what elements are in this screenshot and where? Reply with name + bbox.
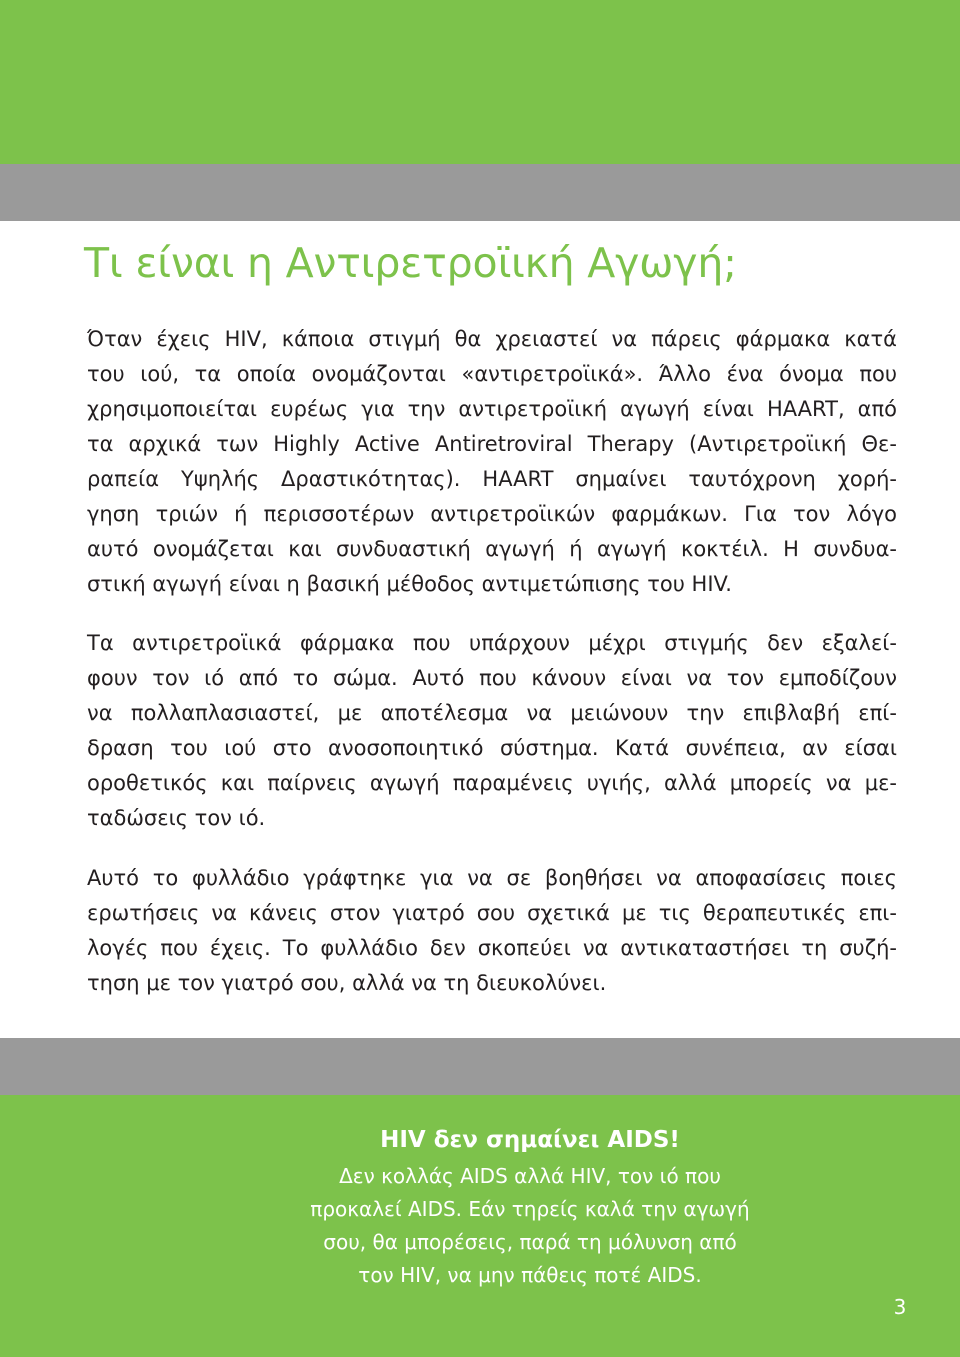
text-line: ραπεία Υψηλής Δραστικότητας). HAART σημαίνει ταυτόχρονη χορή- [87,467,897,491]
text-line: του ιού, τα οποία ονομάζονται «αντιρετροϊικά». Άλλο ένα όνομα που [87,362,897,386]
text-line: τηση με τον γιατρό σου, αλλά να τη διευκολύνει. [87,971,607,995]
paragraph-intro [87,322,897,602]
text-line: λογές που έχεις. Το φυλλάδιο δεν σκοπεύει να αντικαταστήσει τη συζή- [87,936,897,960]
page-number: 3 [893,1295,907,1319]
middle-gray-band [0,1038,960,1095]
text-line: να πολλαπλασιαστεί, με αποτέλεσμα να μειώνουν την επιβλαβή επί- [87,701,897,725]
callout-line: σου, θα μπορέσεις, παρά τη μόλυνση από [323,1230,737,1254]
text-line: Τα αντιρετροϊικά φάρμακα που υπάρχουν μέχρι στιγμής δεν εξαλεί- [87,631,897,655]
text-line: Αυτό το φυλλάδιο γράφτηκε για να σε βοηθήσει να αποφασίσεις ποιες [87,866,897,890]
text-line: Όταν έχεις HIV, κάποια στιγμή θα χρειαστεί να πάρεις φάρμακα κατά [87,327,897,351]
paragraph-effects [87,626,897,836]
top-gray-band [0,164,960,221]
callout-line: τον HIV, να μην πάθεις ποτέ AIDS. [358,1263,702,1287]
callout-heading: HIV δεν σημαίνει AIDS! [380,1127,680,1153]
paragraph-leaflet-purpose [87,861,897,1001]
callout-line: προκαλεί AIDS. Εάν τηρείς καλά την αγωγή [310,1197,750,1221]
text-line: οροθετικός και παίρνεις αγωγή παραμένεις υγιής, αλλά μπορείς να με- [87,771,897,795]
page-title: Τι είναι η Αντιρετροϊική Αγωγή; [84,239,737,287]
text-line: στική αγωγή είναι η βασική μέθοδος αντιμετώπισης του HIV. [87,572,732,596]
text-line: χρησιμοποιείται ευρέως για την αντιρετροϊική αγωγή είναι HAART, από [87,397,897,421]
text-line: τα αρχικά των Highly Active Antiretroviral Therapy (Αντιρετροϊική Θε- [87,432,897,456]
text-line: ερωτήσεις να κάνεις στον γιατρό σου σχετικά με τις θεραπευτικές επι- [87,901,897,925]
callout-box [0,1120,960,1292]
text-line: γηση τριών ή περισσοτέρων αντιρετροϊικών φαρμάκων. Για τον λόγο [87,502,897,526]
text-line: δραση του ιού στο ανοσοποιητικό σύστημα. Κατά συνέπεια, αν είσαι [87,736,897,760]
text-line: φουν τον ιό από το σώμα. Αυτό που κάνουν είναι να τον εμποδίζουν [87,666,897,690]
top-green-band [0,0,960,164]
text-line: αυτό ονομάζεται και συνδυαστική αγωγή ή αγωγή κοκτέιλ. Η συνδυα- [87,537,897,561]
callout-line: Δεν κολλάς AIDS αλλά HIV, τον ιό που [339,1164,721,1188]
text-line: ταδώσεις τον ιό. [87,806,266,830]
